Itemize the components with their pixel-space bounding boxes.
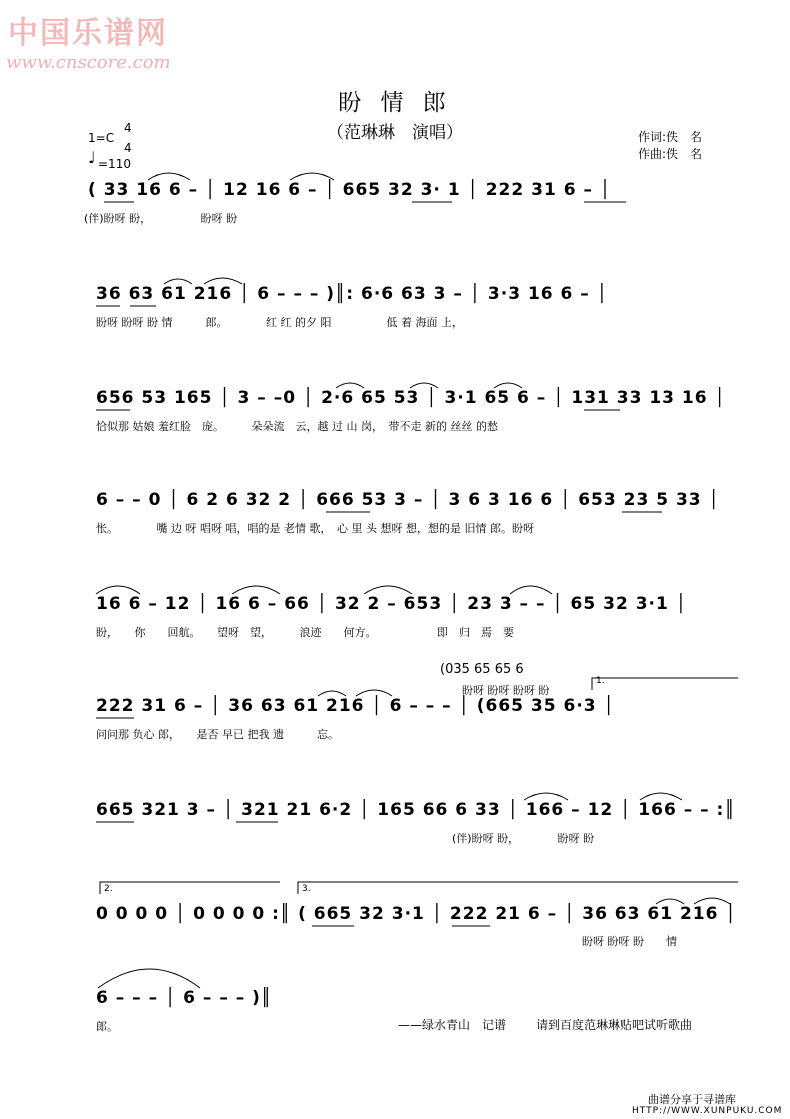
slur-mark [148,173,190,180]
slur-mark [640,793,682,800]
score-row-8-lyrics: 盼呀 盼呀 盼 情 [582,935,677,948]
interlude-notes: (035 65 65 6 [440,662,524,677]
score-row-3-lyrics: 恰似那 姑娘 羞红脸 庞。 朵朵流 云，越 过 山 岗， 带不走 新的 丝丝 的愁 [96,420,498,433]
score-row-4-lyrics: 怅。 嘴 边 呀 唱呀 唱，唱的是 老情 歌， 心 里 头 想呀 想，想的是 旧情 郎。盼呀 [96,522,534,535]
composer-credit: 作曲:佚 名 [638,147,703,161]
slur-mark [98,969,200,988]
slur-mark [656,899,684,904]
lyricist-credit: 作词:佚 名 [638,130,703,144]
volta-1-bracket [592,678,738,690]
slur-mark [494,383,522,388]
score-row-1-notes: ( 33 16 6 – │ 12 16 6 – │ 665 32 3· 1 │ 222 31 6 – │ [88,180,612,200]
slur-mark [356,690,392,696]
score-row-1-lyrics: (伴)盼呀 盼， 盼呀 盼 [84,212,238,225]
volta-2-label: 2. [104,884,113,894]
slur-mark [232,586,280,594]
slur-mark [318,691,346,696]
score-row-7-notes: 665 321 3 – │ 321 21 6·2 │ 165 66 6 33 │ 166 – 12 │ 166 – – :║ [96,800,736,820]
slur-mark [524,793,568,800]
score-row-2-lyrics: 盼呀 盼呀 盼 情 郎。 红 红 的夕 阳 低 着 海面 上， [96,316,463,329]
slur-mark [410,383,438,388]
footer-share-text: 曲谱分享于寻谱库 [648,1093,736,1106]
score-row-6-notes: 222 31 6 – │ 36 63 61 216 │ 6 – – – │ (665 35 6·3 │ [96,696,615,716]
time-signature-top: 4 [124,121,132,135]
slur-mark [96,586,140,594]
slur-mark [204,278,242,284]
score-row-2-notes: 36 63 61 216 │ 6 – – – )║: 6·6 63 3 – │ 3·3 16 6 – │ [96,284,608,304]
key-signature: 1=C [88,131,115,145]
slur-mark [164,279,192,284]
listen-promo-text: 请到百度范琳琳贴吧试听歌曲 [536,1018,693,1032]
slur-mark [290,173,334,180]
score-row-9-lyrics: 郎。 [96,1020,118,1033]
quarter-note-icon: ♩ [88,148,96,167]
footer-share-url: HTTP://WWW.XUNPUKU.COM [632,1106,783,1116]
watermark-site-url: www.cnscore.com [6,52,171,73]
slur-mark [336,383,364,388]
tempo-marking: =110 [98,157,131,171]
volta-1-label: 1. [596,676,605,686]
volta-3-label: 3. [302,884,311,894]
score-row-6-lyrics: 问问那 负心 郎， 是否 早已 把我 遗 忘。 [96,728,339,741]
volta-2-bracket [100,882,280,894]
performer-subtitle: （范琳琳 演唱） [327,123,463,143]
score-row-9-notes: 6 – – – │ 6 – – – )║ [96,988,273,1008]
watermark-site-name: 中国乐谱网 [8,16,168,51]
interlude-lyrics: 盼呀 盼呀 盼呀 盼 [462,684,550,697]
volta-3-bracket [298,882,738,894]
slur-mark [510,586,552,594]
slur-mark [364,586,412,594]
score-row-7-lyrics: (伴)盼呀 盼， 盼呀 盼 [452,832,595,845]
score-row-8-notes: 0 0 0 0 │ 0 0 0 0 :║ ( 665 32 3·1 │ 222 21 6 – │ 36 63 61 216 │ [96,904,737,924]
score-row-5-lyrics: 盼， 你 回航。 望呀 望， 浪迹 何方。 即 归 焉 要 [96,626,514,639]
score-row-5-notes: 16 6 – 12 │ 16 6 – 66 │ 32 2 – 653 │ 23 3 – – │ 65 32 3·1 │ [96,594,687,614]
slur-mark [694,898,730,904]
score-row-4-notes: 6 – – 0 │ 6 2 6 32 2 │ 666 53 3 – │ 3 6 3 16 6 │ 653 23 5 33 │ [96,490,720,510]
transcriber-credit: ——绿水青山 记谱 [398,1018,507,1032]
score-row-3-notes: 656 53 165 │ 3 – –0 │ 2·6 65 53 │ 3·1 65 6 – │ 131 33 13 16 │ [96,388,726,408]
song-title: 盼 情 郎 [338,90,452,116]
time-signature-bottom: 4 [124,141,132,155]
